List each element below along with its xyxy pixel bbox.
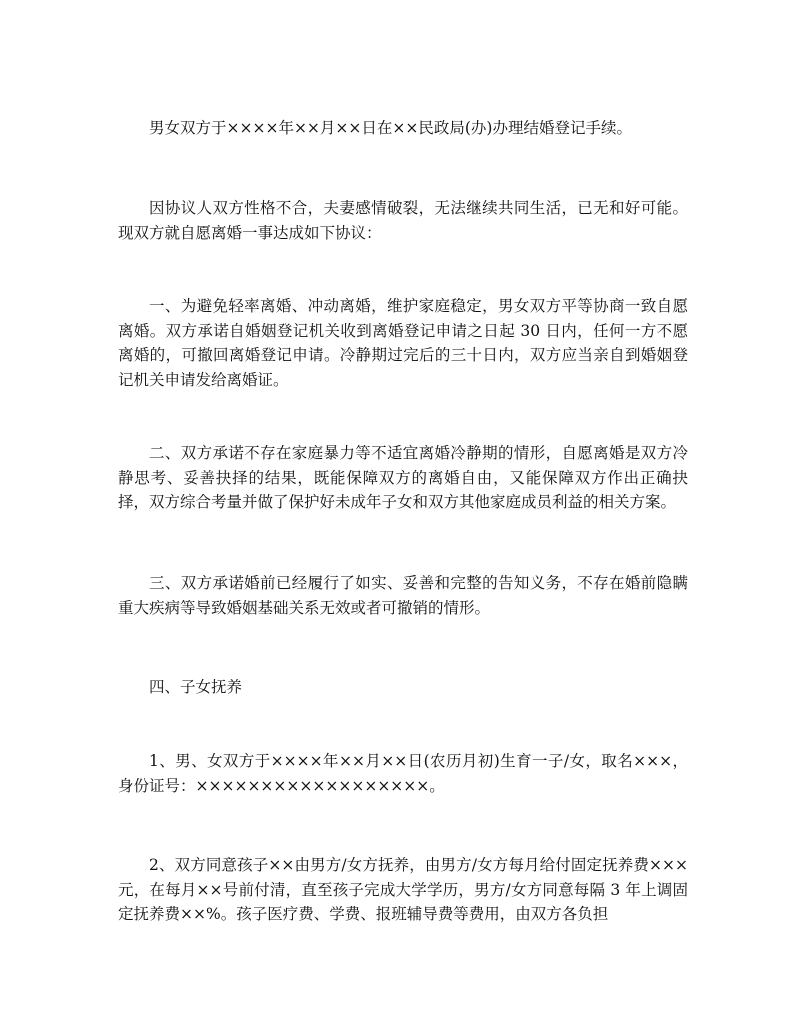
paragraph-clause-3: 三、双方承诺婚前已经履行了如实、妥善和完整的告知义务，不存在婚前隐瞒重大疾病等导致婚姻基础关系无效或者可撤销的情形。 — [118, 574, 688, 617]
paragraph-child-custody: 2、双方同意孩子××由男方/女方抚养，由男方/女方每月给付固定抚养费×××元，在每月××号前付清，直至孩子完成大学学历，男方/女方同意每隔 3 年上调固定抚养费××%。孩子医疗费、学费、报班辅导费等费用，由双方各负担 — [118, 856, 688, 923]
paragraph-clause-1: 一、为避免轻率离婚、冲动离婚，维护家庭稳定，男女双方平等协商一致自愿离婚。双方承诺自婚姻登记机关收到离婚登记申请之日起 30 日内，任何一方不愿离婚的，可撤回离婚登记申请。冷静期过完后的三十日内，双方应当亲自到婚姻登记机关申请发给离婚证。 — [118, 297, 688, 389]
section-heading-child-support: 四、子女抚养 — [149, 678, 243, 696]
paragraph-clause-2: 二、双方承诺不存在家庭暴力等不适宜离婚冷静期的情形，自愿离婚是双方冷静思考、妥善抉择的结果，既能保障双方的离婚自由，又能保障双方作出正确抉择，双方综合考量并做了保护好未成年子女和双方其他家庭成员利益的相关方案。 — [118, 444, 688, 511]
paragraph-divorce-reason: 因协议人双方性格不合，夫妻感情破裂，无法继续共同生活，已无和好可能。现双方就自愿离婚一事达成如下协议： — [118, 199, 688, 242]
paragraph-child-info: 1、男、女双方于××××年××月××日(农历月初)生育一子/女，取名×××，身份证号：××××××××××××××××××。 — [118, 752, 688, 795]
paragraph-marriage-registration: 男女双方于××××年××月××日在××民政局(办)办理结婚登记手续。 — [149, 119, 632, 137]
